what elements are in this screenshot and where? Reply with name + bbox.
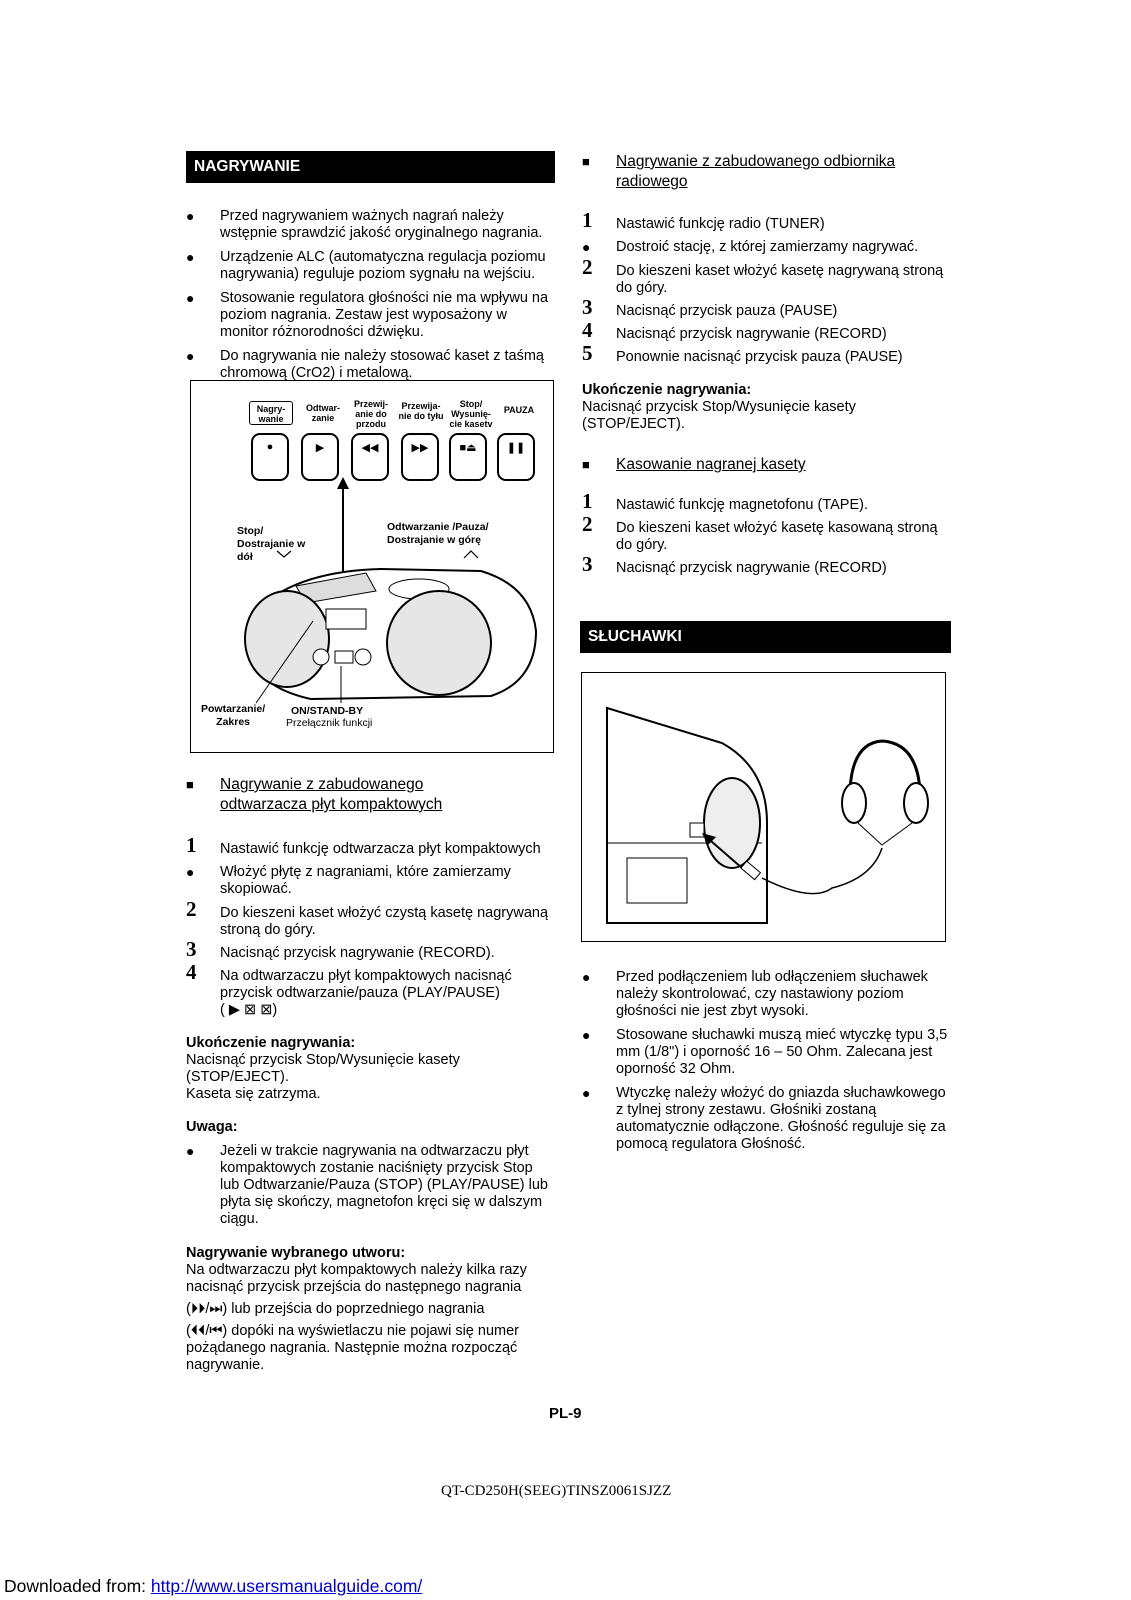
recording-notes: [186, 208, 556, 389]
step-2: 2 Do kieszeni kaset włożyć kasetę kasowaną stroną do góry.: [582, 512, 938, 553]
step-1: 1 Nastawić funkcję odtwarzacza płyt kompaktowych: [186, 833, 541, 857]
section-header-sluchawki: SŁUCHAWKI: [580, 621, 951, 653]
step-4: 4 Na odtwarzaczu płyt kompaktowych nacisnąć przycisk odtwarzanie/pauza (PLAY/PAUSE) ( ▶ ⊠ ⊠): [186, 960, 512, 1018]
rewind-label: Przewija- nie do tyłu: [398, 401, 444, 421]
step-3: 3 Nacisnąć przycisk nagrywanie (RECORD).: [186, 937, 495, 961]
cd-recording-section: [186, 775, 556, 1374]
list-item: ● Wtyczkę należy włożyć do gniazda słuchawkowego z tylnej strony zestawu. Głośniki zostaną automatycznie odłączone. Głośność reguluje się za pomocą regulatora Głośność.: [582, 1085, 946, 1152]
play-button: ▶: [301, 433, 339, 481]
list-item: ● Urządzenie ALC (automatyczna regulacja poziomu nagrywania) reguluje poziom sygnału na wejściu.: [186, 249, 546, 282]
function-switch-label: Przełącznik funkcji: [286, 717, 373, 729]
boombox-illustration: [191, 381, 553, 752]
radio-recording-title: ■ Nagrywanie z zabudowanego odbiornika radiowego: [582, 153, 896, 190]
stop-tune-down-label: Stop/ Dostrajanie w dół: [237, 525, 306, 563]
list-item: ● Przed podłączeniem lub odłączeniem słuchawek należy skontrolować, czy nastawiony poziom głośności nie jest zbyt wysoki.: [582, 969, 928, 1019]
stop-eject-label: Stop/ Wysunię- cie kasetv: [449, 399, 493, 429]
page-number: PL-9: [549, 1405, 582, 1422]
document-code: QT-CD250H(SEEG)TINSZ0061SJZZ: [441, 1483, 672, 1499]
repeat-range-label: Powtarzanie/ Zakres: [201, 703, 266, 728]
erase-tape-title: ■ Kasowanie nagranej kasety: [582, 456, 806, 473]
list-item: ● Włożyć płytę z nagraniami, które zamierzamy skopiować.: [186, 864, 511, 897]
play-pause-tune-up-label: Odtwarzanie /Pauza/ Dostrajanie w górę: [387, 521, 489, 546]
cd-recording-title: ■ Nagrywanie z zabudowanego odtwarzacza płyt kompaktowych: [186, 776, 443, 813]
select-track-text-2: (⏵⏵/⏭) lub przejścia do poprzedniego nagrania: [186, 1301, 485, 1317]
list-item: ● Do nagrywania nie należy stosować kaset z taśmą chromową (CrO2) i metalową.: [186, 348, 544, 381]
select-track-title: Nagrywanie wybranego utworu:: [186, 1245, 406, 1261]
stop-eject-button: ■⏏: [449, 433, 487, 481]
on-standby-label: ON/STAND-BY: [291, 705, 364, 717]
footer-prefix: Downloaded from:: [4, 1576, 151, 1596]
pause-label: PAUZA: [503, 405, 535, 415]
download-footer: [4, 1576, 422, 1597]
headphones-drawing: [582, 673, 945, 941]
list-item: ● Dostroić stację, z której zamierzamy nagrywać.: [582, 239, 919, 255]
step-3: 3 Nacisnąć przycisk pauza (PAUSE): [582, 295, 838, 319]
end-recording-title: Ukończenie nagrywania:: [186, 1035, 356, 1051]
step-2: 2 Do kieszeni kaset włożyć kasetę nagrywaną stroną do góry.: [582, 255, 944, 296]
step-3: 3 Nacisnąć przycisk nagrywanie (RECORD): [582, 552, 887, 576]
end-recording-text: Nacisnąć przycisk Stop/Wysunięcie kasety (STOP/EJECT).: [582, 399, 856, 432]
pause-button: ❚❚: [497, 433, 535, 481]
step-4: 4 Nacisnąć przycisk nagrywanie (RECORD): [582, 318, 887, 342]
radio-recording-section: [582, 152, 952, 583]
headphones-illustration: [581, 672, 946, 942]
step-1: 1 Nastawić funkcję radio (TUNER): [582, 208, 825, 232]
play-label: Odtwar- zanie: [305, 403, 340, 423]
boombox-controls-diagram: [190, 380, 554, 753]
end-recording-text-2: Kaseta się zatrzyma.: [186, 1086, 321, 1102]
select-track-text: Na odtwarzaczu płyt kompaktowych należy kilka razy nacisnąć przycisk przejścia do następnego nagrania: [186, 1262, 527, 1295]
footer-link[interactable]: http://www.usersmanualguide.com/: [150, 1576, 423, 1596]
record-label: Nagry- wanie: [249, 401, 293, 425]
list-item: ● Stosowane słuchawki muszą mieć wtyczkę typu 3,5 mm (1/8") i oporność 16 – 50 Ohm. Zalecana jest oporność 32 Ohm.: [582, 1027, 948, 1077]
end-recording-text: Nacisnąć przycisk Stop/Wysunięcie kasety (STOP/EJECT).: [186, 1052, 460, 1085]
section-header-nagrywanie: NAGRYWANIE: [186, 151, 555, 183]
fast-forward-label: Przewij- anie do przodu: [353, 399, 388, 429]
rewind-button: ▶▶: [401, 433, 439, 481]
list-item: ● Stosowanie regulatora głośności nie ma wpływu na poziom nagrania. Zestaw jest wyposażony w monitor różnorodności dźwięku.: [186, 290, 549, 340]
step-5: 5 Ponownie nacisnąć przycisk pauza (PAUSE): [582, 341, 903, 365]
list-item: ● Przed nagrywaniem ważnych nagrań należy wstępnie sprawdzić jakość oryginalnego nagrania.: [186, 208, 543, 241]
step-2: 2 Do kieszeni kaset włożyć czystą kasetę nagrywaną stroną do góry.: [186, 897, 549, 938]
note-title: Uwaga:: [186, 1119, 238, 1135]
end-recording-title: Ukończenie nagrywania:: [582, 382, 752, 398]
step-1: 1 Nastawić funkcję magnetofonu (TAPE).: [582, 489, 868, 513]
headphones-notes: [582, 969, 952, 1160]
record-button: ●: [251, 433, 289, 481]
list-item: ● Jeżeli w trakcie nagrywania na odtwarzaczu płyt kompaktowych zostanie naciśnięty przycisk Stop lub Odtwarzanie/Pauza (STOP) (PLAY/PAUSE) lub płyta się skończy, magnetofon kręci się w dalszym ciągu.: [186, 1143, 548, 1227]
select-track-text-3: (⏴⏴/⏮) dopóki na wyświetlaczu nie pojawi się numer pożądanego nagrania. Następnie można rozpocząć nagrywanie.: [186, 1323, 519, 1373]
fast-forward-button: ◀◀: [351, 433, 389, 481]
